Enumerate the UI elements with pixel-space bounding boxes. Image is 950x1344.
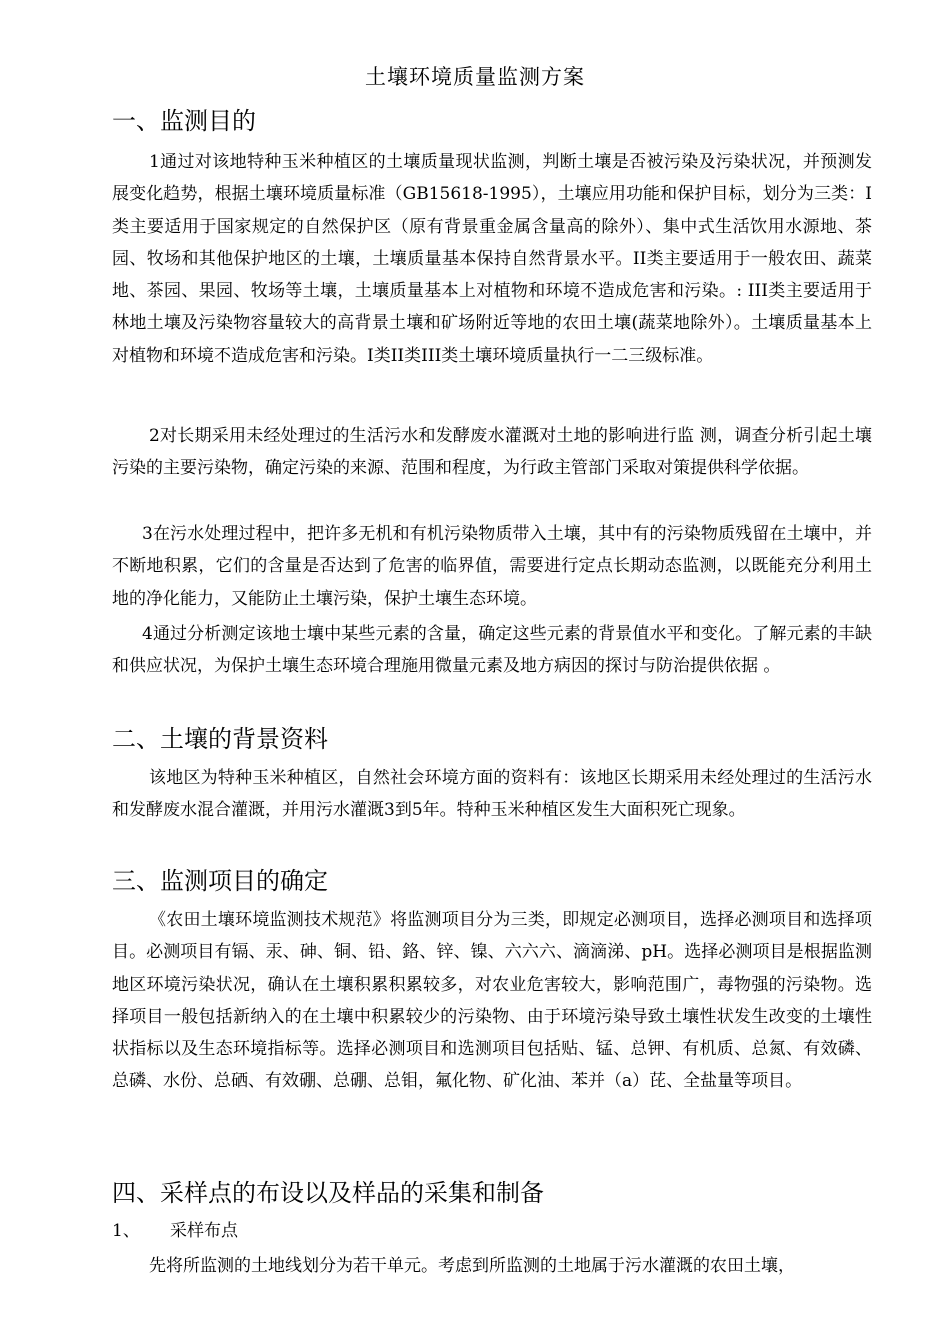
- document-title: 土壤环境质量监测方案: [365, 65, 585, 89]
- subsection-sampling-points: [112, 1217, 872, 1245]
- paragraph-purpose-4: 4通过分析测定该地士壤中某些元素的含量，确定这些元素的背景值水平和变化。了解元素的丰缺和供应状况，为保护土壤生态环境合理施用微量元素及地方病因的探讨与防治提供依据 。: [112, 624, 872, 677]
- subsection-number: 1、: [112, 1221, 140, 1241]
- paragraph-background: 该地区为特种玉米种植区，自然社会环境方面的资料有：该地区长期采用未经处理过的生活污水和发酵废水混合灌溉，并用污水灌溉3到5年。特种玉米种植区发生大面积死亡现象。: [112, 768, 872, 821]
- paragraph-purpose-1: 1通过对该地特种玉米种植区的土壤质量现状监测，判断土壤是否被污染及污染状况，并预测发展变化趋势，根据土壤环境质量标准（GB15618-1995），土壤应用功能和保护目标，划分为三类：I类主要适用于国家规定的自然保护区（原有背景重金属含量高的除外）、集中式生活饮用水源地、茶园、牧场和其他保护地区的土壤，土壤质量基本保持自然背景水平。II类主要适用于一般农田、蔬菜地、茶园、果园、牧场等土壤，土壤质量基本上对植物和环境不造成危害和污染。: III类主要适用于林地土壤及污染物容量较大的高背景土壤和矿场附近等地的农田土壤(蔬菜地除外）。土壤质量基本上对植物和环境不造成危害和污染。I类II类III类土壤环境质量执行一二三级标准。: [112, 152, 872, 366]
- paragraph-purpose-3: 3在污水处理过程中，把许多无机和有机污染物质带入土壤，其中有的污染物质残留在土壤中，并不断地积累，它们的含量是否达到了危害的临界值，需要进行定点长期动态监测，以既能充分利用土地的净化能力，又能防止土壤污染，保护土壤生态环境。: [112, 524, 872, 609]
- paragraph-items: 《农田土壤环境监测技术规范》将监测项目分为三类，即规定必测项目，选择必测项目和选择项目。必测项目有镉、汞、砷、铜、铅、鉻、锌、镍、六六六、滴滴涕、pH。选择必测项目是根据监测地区环境污染状况，确认在土壤积累积累较多，对农业危害较大，影响范围广，毒物强的污染物。选择项目一般包括新纳入的在土壤中积累较少的污染物、由于环境污染导致土壤性状发生改变的土壤性状指标以及生态环境指标等。选择必测项目和选测项目包括贴、锰、总钾、有机质、总氮、有效磷、总磷、水份、总硒、有效硼、总硼、总钼，氟化物、矿化油、苯并（a）芘、全盐量等项目。: [112, 910, 872, 1092]
- section-heading-purpose: 一、监测目的: [112, 107, 256, 135]
- paragraph-sampling: 先将所监测的土地线划分为若干单元。考虑到所监测的土地属于污水灌溉的农田土壤，: [149, 1256, 795, 1276]
- section-heading-items: 三、监测项目的确定: [112, 867, 328, 895]
- section-heading-background: 二、土壤的背景资料: [112, 725, 328, 753]
- subsection-title: 采样布点: [170, 1221, 238, 1241]
- paragraph-purpose-2: 2对长期采用未经处理过的生活污水和发酵废水灌溉对土地的影响进行监 测，调查分析引起土壤污染的主要污染物，确定污染的来源、范围和程度，为行政主管部门采取对策提供科学依据。: [112, 426, 872, 479]
- section-heading-sampling: 四、采样点的布设以及样品的采集和制备: [112, 1179, 544, 1207]
